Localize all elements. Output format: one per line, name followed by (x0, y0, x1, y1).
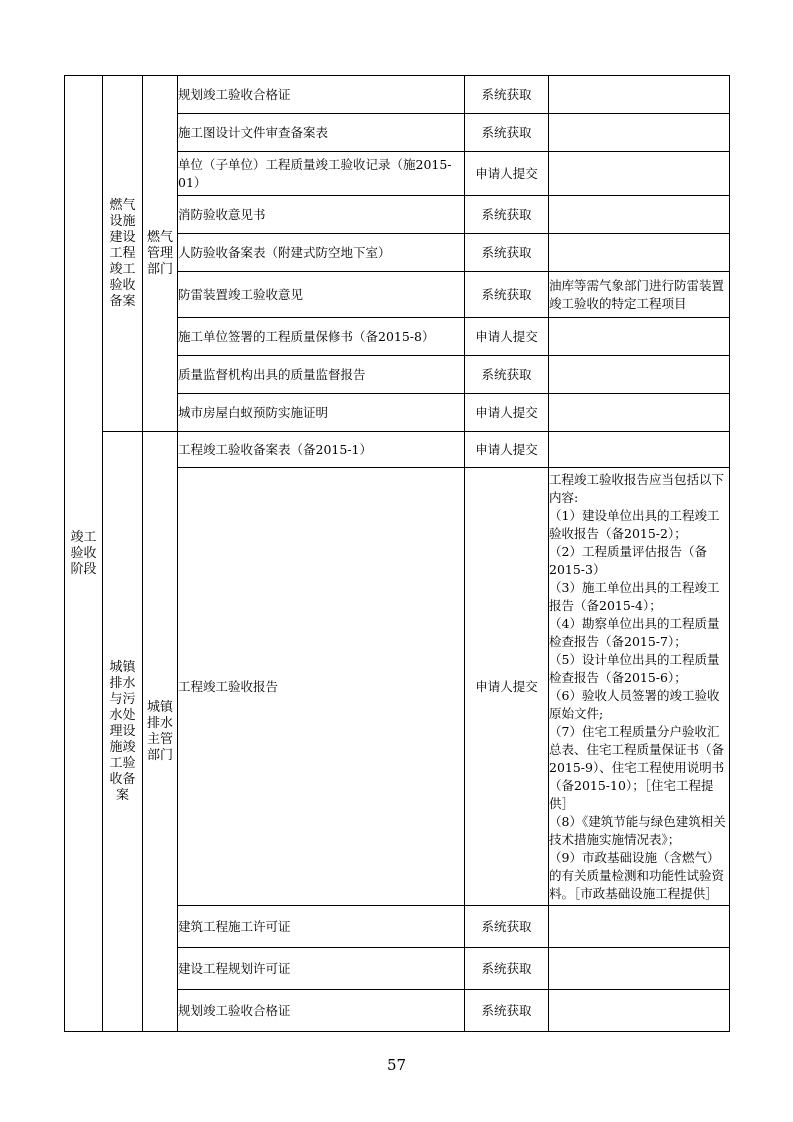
source-cell: 系统获取 (465, 356, 549, 394)
source-cell: 系统获取 (465, 234, 549, 272)
note-cell (549, 234, 730, 272)
source-cell: 申请人提交 (465, 432, 549, 468)
source-cell: 系统获取 (465, 948, 549, 990)
note-cell (549, 318, 730, 356)
note-line: （6）验收人员签署的竣工验收原始文件; (549, 687, 720, 721)
note-line: （3）施工单位出具的工程竣工报告（备2015-4）； (549, 579, 720, 613)
note-cell (549, 114, 730, 152)
note-cell (549, 394, 730, 432)
source-cell: 系统获取 (465, 272, 549, 318)
stage-cell (65, 76, 103, 1032)
note-cell (549, 152, 730, 196)
note-line: （4）勘察单位出具的工程质量检查报告（备2015-7）； (549, 615, 720, 649)
source-cell: 系统获取 (465, 196, 549, 234)
dept-label-gas: 燃气管理部门 (147, 229, 174, 277)
source-cell: 申请人提交 (465, 152, 549, 196)
source-cell: 系统获取 (465, 990, 549, 1032)
material-cell: 城市房屋白蚁预防实施证明 (178, 394, 465, 432)
source-cell: 系统获取 (465, 906, 549, 948)
material-cell: 施工单位签署的工程质量保修书（备2015-8） (178, 318, 465, 356)
material-cell: 规划竣工验收合格证 (178, 76, 465, 114)
note-line: （1）建设单位出具的工程竣工验收报告（备2015-2）； (549, 507, 720, 541)
stage-label: 竣工验收阶段 (70, 529, 97, 577)
note-line: （5）设计单位出具的工程质量检查报告（备2015-6）； (549, 651, 720, 685)
note-line: 工程竣工验收报告应当包括以下内容: (549, 471, 725, 505)
source-cell: 申请人提交 (465, 394, 549, 432)
note-line: （2）工程质量评估报告（备2015-3） (549, 543, 707, 577)
material-cell: 防雷装置竣工验收意见 (178, 272, 465, 318)
dept-label-drainage: 城镇排水主管部门 (147, 699, 174, 763)
material-cell: 建筑工程施工许可证 (178, 906, 465, 948)
material-cell: 建设工程规划许可证 (178, 948, 465, 990)
material-cell: 规划竣工验收合格证 (178, 990, 465, 1032)
page-number: 57 (386, 1056, 407, 1074)
note-cell-report-contents (549, 468, 730, 906)
note-cell: 油库等需气象部门进行防雷装置竣工验收的特定工程项目 (549, 272, 730, 318)
note-cell (549, 432, 730, 468)
dept-cell-drainage (143, 432, 178, 1032)
material-cell: 施工图设计文件审查备案表 (178, 114, 465, 152)
materials-table (64, 75, 730, 1032)
material-cell: 单位（子单位）工程质量竣工验收记录（施2015-01） (178, 152, 465, 196)
note-line: （9）市政基础设施（含燃气）的有关质量检测和功能性试验资料。［市政基础设施工程提供］ (549, 849, 725, 901)
source-cell: 申请人提交 (465, 318, 549, 356)
material-cell: 工程竣工验收报告 (178, 468, 465, 906)
matter-cell-drainage (103, 432, 143, 1032)
note-line: （7）住宅工程质量分户验收汇总表、住宅工程质量保证书（备 2015-9）、住宅工程使用说明书（备2015-10）；［住宅工程提供］ (549, 723, 725, 811)
note-cell (549, 196, 730, 234)
matter-label-gas: 燃气设施建设工程竣工验收备案 (109, 197, 136, 309)
note-cell (549, 906, 730, 948)
matter-label-drainage: 城镇排水与污水处理设施竣工验收备案 (109, 659, 136, 803)
matter-cell-gas (103, 76, 143, 432)
dept-cell-gas (143, 76, 178, 432)
material-cell: 人防验收备案表（附建式防空地下室） (178, 234, 465, 272)
source-cell: 申请人提交 (465, 468, 549, 906)
source-cell: 系统获取 (465, 114, 549, 152)
material-cell: 工程竣工验收备案表（备2015-1） (178, 432, 465, 468)
note-cell (549, 356, 730, 394)
note-cell (549, 76, 730, 114)
note-cell (549, 990, 730, 1032)
source-cell: 系统获取 (465, 76, 549, 114)
material-cell: 质量监督机构出具的质量监督报告 (178, 356, 465, 394)
material-cell: 消防验收意见书 (178, 196, 465, 234)
note-cell (549, 948, 730, 990)
note-line: （8）《建筑节能与绿色建筑相关技术措施实施情况表》； (549, 813, 726, 847)
